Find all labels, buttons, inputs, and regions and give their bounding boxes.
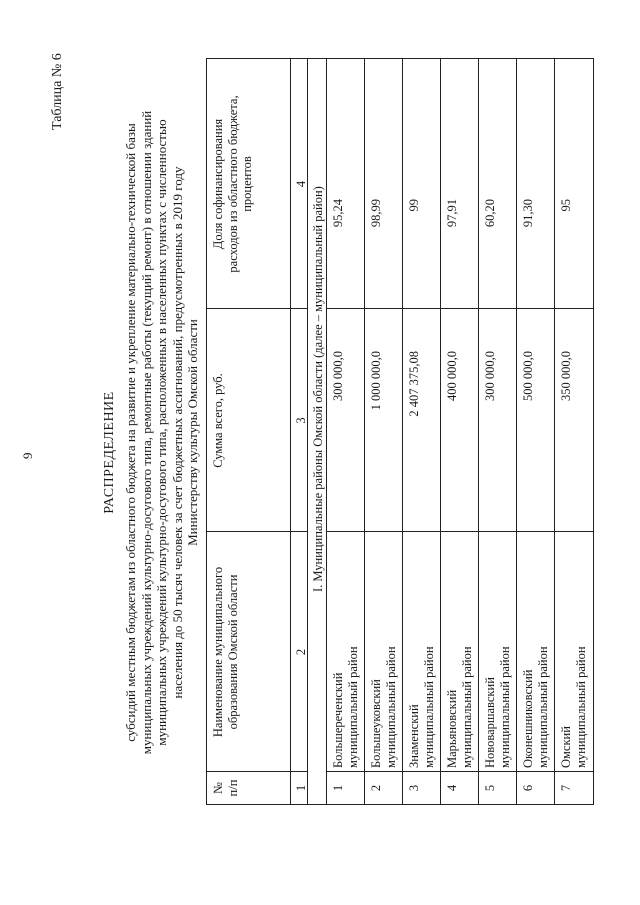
table-row	[554, 59, 593, 804]
section-row	[307, 59, 327, 804]
row-number: 6	[521, 784, 535, 792]
table-row	[326, 59, 365, 804]
table-row	[402, 59, 441, 804]
row-number: 7	[559, 784, 573, 792]
share-value: 99	[407, 199, 421, 212]
row-number: 4	[445, 784, 459, 792]
table-grid-line	[326, 531, 593, 532]
share-value: 97,91	[445, 199, 459, 228]
document-title: РАСПРЕДЕЛЕНИЕ	[102, 391, 117, 514]
municipality-name: Знаменский муниципальный район	[407, 646, 436, 768]
table-row	[440, 59, 479, 804]
sum-value: 350 000,0	[559, 351, 573, 401]
sum-value: 1 000 000,0	[369, 351, 383, 411]
subtitle-line: муниципальных учреждений культурно-досугового типа, расположенных в населенных пунктах с численностью	[154, 119, 170, 746]
sum-value: 300 000,0	[483, 351, 497, 401]
column-number: 4	[294, 180, 308, 188]
table-grid-line	[326, 771, 593, 772]
municipality-name: Оконешниковский муниципальный район	[521, 646, 550, 768]
sum-value: 500 000,0	[521, 351, 535, 401]
share-value: 95,24	[331, 199, 345, 228]
share-value: 60,20	[483, 199, 497, 228]
table-row	[364, 59, 403, 804]
subtitle-line: субсидий местным бюджетам из областного бюджета на развитие и укрепление материально-технической базы	[123, 123, 138, 742]
table-row	[478, 59, 517, 804]
table-grid-line	[326, 308, 593, 309]
subtitle-line: Министерству культуры Омской области	[185, 319, 201, 546]
share-value: 98,99	[369, 199, 383, 228]
page-number: 9	[20, 452, 35, 459]
header-share: Доля софинансирования расходов из областного бюджета, процентов	[211, 95, 254, 273]
row-number: 5	[483, 784, 497, 792]
column-number-row	[290, 59, 308, 804]
row-number: 3	[407, 784, 421, 792]
table-grid-line	[207, 771, 307, 772]
sum-value: 2 407 375,08	[407, 351, 421, 417]
municipality-name: Большеуковский муниципальный район	[369, 646, 398, 768]
sum-value: 300 000,0	[331, 351, 345, 401]
subsidy-table	[206, 58, 594, 805]
table-row	[516, 59, 555, 804]
table-header-row	[207, 59, 290, 804]
header-sum: Сумма всего, руб.	[211, 373, 225, 468]
municipality-name: Нововаршавский муниципальный район	[483, 646, 512, 768]
table-grid-line	[207, 308, 307, 309]
municipality-name: Большереченский муниципальный район	[331, 646, 360, 768]
share-value: 95	[559, 199, 573, 212]
column-number: 3	[294, 417, 308, 424]
document-subtitle	[123, 60, 201, 805]
municipality-name: Марьяновский муниципальный район	[445, 646, 474, 768]
row-number: 1	[331, 784, 345, 792]
share-value: 91,30	[521, 199, 535, 228]
header-municipality: Наименование муниципального образования Омской области	[211, 566, 240, 738]
table-grid-line	[207, 531, 307, 532]
column-number: 2	[294, 648, 308, 656]
section-title: I. Муниципальные районы Омской области (далее – муниципальный район)	[311, 186, 325, 592]
header-number: № п/п	[211, 779, 240, 797]
row-number: 2	[369, 784, 383, 792]
table-label: Таблица № 6	[50, 53, 65, 130]
municipality-name: Омский муниципальный район	[559, 646, 588, 768]
sum-value: 400 000,0	[445, 351, 459, 401]
column-number: 1	[294, 784, 308, 792]
subtitle-line: муниципальных учреждений культурно-досугового типа, ремонтные работы (текущий ремонт) в отношении зданий	[138, 110, 154, 755]
subtitle-line: населения до 50 тысяч человек за счет бюджетных ассигнований, предусмотренных в 2019 году	[169, 166, 185, 699]
